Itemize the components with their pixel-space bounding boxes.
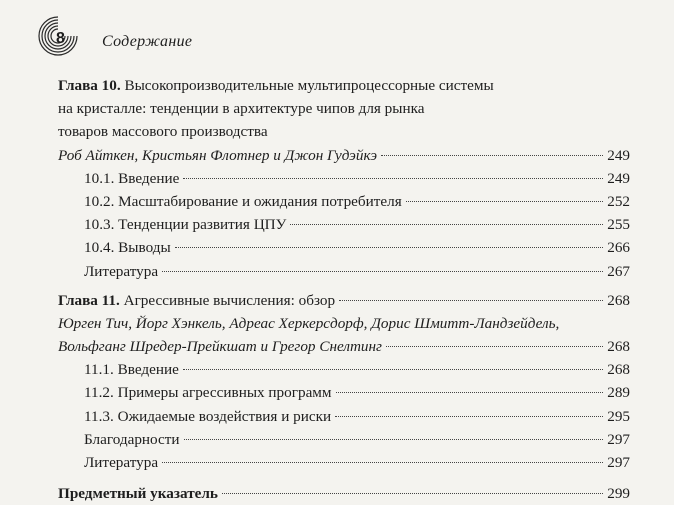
leader-dots — [183, 369, 603, 370]
chapter-authors-entry[interactable] — [58, 144, 630, 167]
table-of-contents — [58, 74, 630, 505]
leader-dots — [175, 247, 604, 248]
page-ref: 297 — [607, 454, 630, 471]
leader-dots — [162, 462, 603, 463]
chapter-authors-line: Юрген Тич, Йорг Хэнкель, Адреас Херкерсдорф, Дорис Шмитт-Ландзейдель, — [58, 314, 560, 332]
entry-title: 10.4. Выводы — [84, 239, 171, 257]
page-ref: 268 — [607, 291, 630, 309]
page-ref: 255 — [607, 216, 630, 234]
entry-title: Литература — [84, 262, 159, 280]
chapter-label: Глава 10. — [58, 77, 121, 94]
page-number: 8 — [56, 30, 65, 47]
chapter-title-line: на кристалле: тенденции в архитектуре чипов для рынка — [58, 100, 425, 118]
authors-text: Вольфганг Шредер-Прейкшат и Грегор Снелтинг — [58, 338, 382, 356]
entry-title: Предметный указатель — [58, 485, 218, 503]
entry-title: Благодарности — [84, 430, 180, 448]
chapter-authors-entry[interactable] — [58, 335, 630, 358]
entry-title: 11.2. Примеры агрессивных программ — [84, 384, 332, 402]
page-header — [36, 14, 636, 64]
leader-dots — [222, 493, 603, 494]
toc-entry[interactable] — [58, 381, 630, 404]
entry-title: 10.3. Тенденции развития ЦПУ — [84, 216, 287, 234]
leader-dots — [381, 155, 603, 156]
chapter-title: Высокопроизводительные мультипроцессорные системы — [124, 77, 494, 94]
page-ref: 299 — [607, 485, 630, 503]
entry-title: 10.1. Введение — [84, 169, 180, 187]
entry-title: 11.1. Введение — [84, 361, 179, 379]
chapter-title-line: товаров массового производства — [58, 123, 268, 141]
leader-dots — [183, 178, 603, 179]
toc-entry[interactable] — [58, 260, 630, 283]
page-ref: 267 — [607, 262, 630, 280]
leader-dots — [386, 346, 603, 347]
page-ref: 268 — [607, 338, 630, 356]
toc-entry[interactable] — [58, 236, 630, 259]
entry-title: 10.2. Масштабирование и ожидания потребителя — [84, 192, 402, 210]
toc-entry[interactable] — [58, 428, 630, 451]
page-ref: 249 — [607, 169, 630, 187]
leader-dots — [339, 300, 603, 301]
index-entry[interactable] — [58, 482, 630, 505]
chapter-10-heading — [58, 74, 630, 97]
leader-dots — [184, 439, 604, 440]
running-title: Содержание — [102, 33, 193, 50]
toc-entry[interactable] — [58, 405, 630, 428]
entry-title: 11.3. Ожидаемые воздействия и риски — [84, 407, 332, 425]
page-ref: 249 — [607, 146, 630, 164]
toc-entry[interactable] — [58, 213, 630, 236]
toc-entry[interactable] — [58, 167, 630, 190]
authors-text: Роб Айткен, Кристьян Флотнер и Джон Гудэйкэ — [58, 146, 378, 164]
leader-dots — [290, 224, 603, 225]
leader-dots — [406, 201, 604, 202]
page-ref: 252 — [607, 192, 630, 210]
toc-entry[interactable] — [58, 451, 630, 474]
page-ref: 266 — [607, 239, 630, 257]
entry-title: Литература — [84, 454, 159, 471]
page-ref: 295 — [607, 407, 630, 425]
leader-dots — [336, 392, 604, 393]
toc-entry[interactable] — [58, 358, 630, 381]
page-ref: 297 — [607, 430, 630, 448]
leader-dots — [335, 416, 603, 417]
leader-dots — [162, 271, 603, 272]
toc-entry[interactable] — [58, 190, 630, 213]
chapter-11-heading[interactable] — [58, 289, 630, 312]
page-ref: 289 — [607, 384, 630, 402]
chapter-label: Глава 11. — [58, 291, 120, 309]
page-ref: 268 — [607, 361, 630, 379]
chapter-title: Агрессивные вычисления: обзор — [123, 291, 336, 309]
